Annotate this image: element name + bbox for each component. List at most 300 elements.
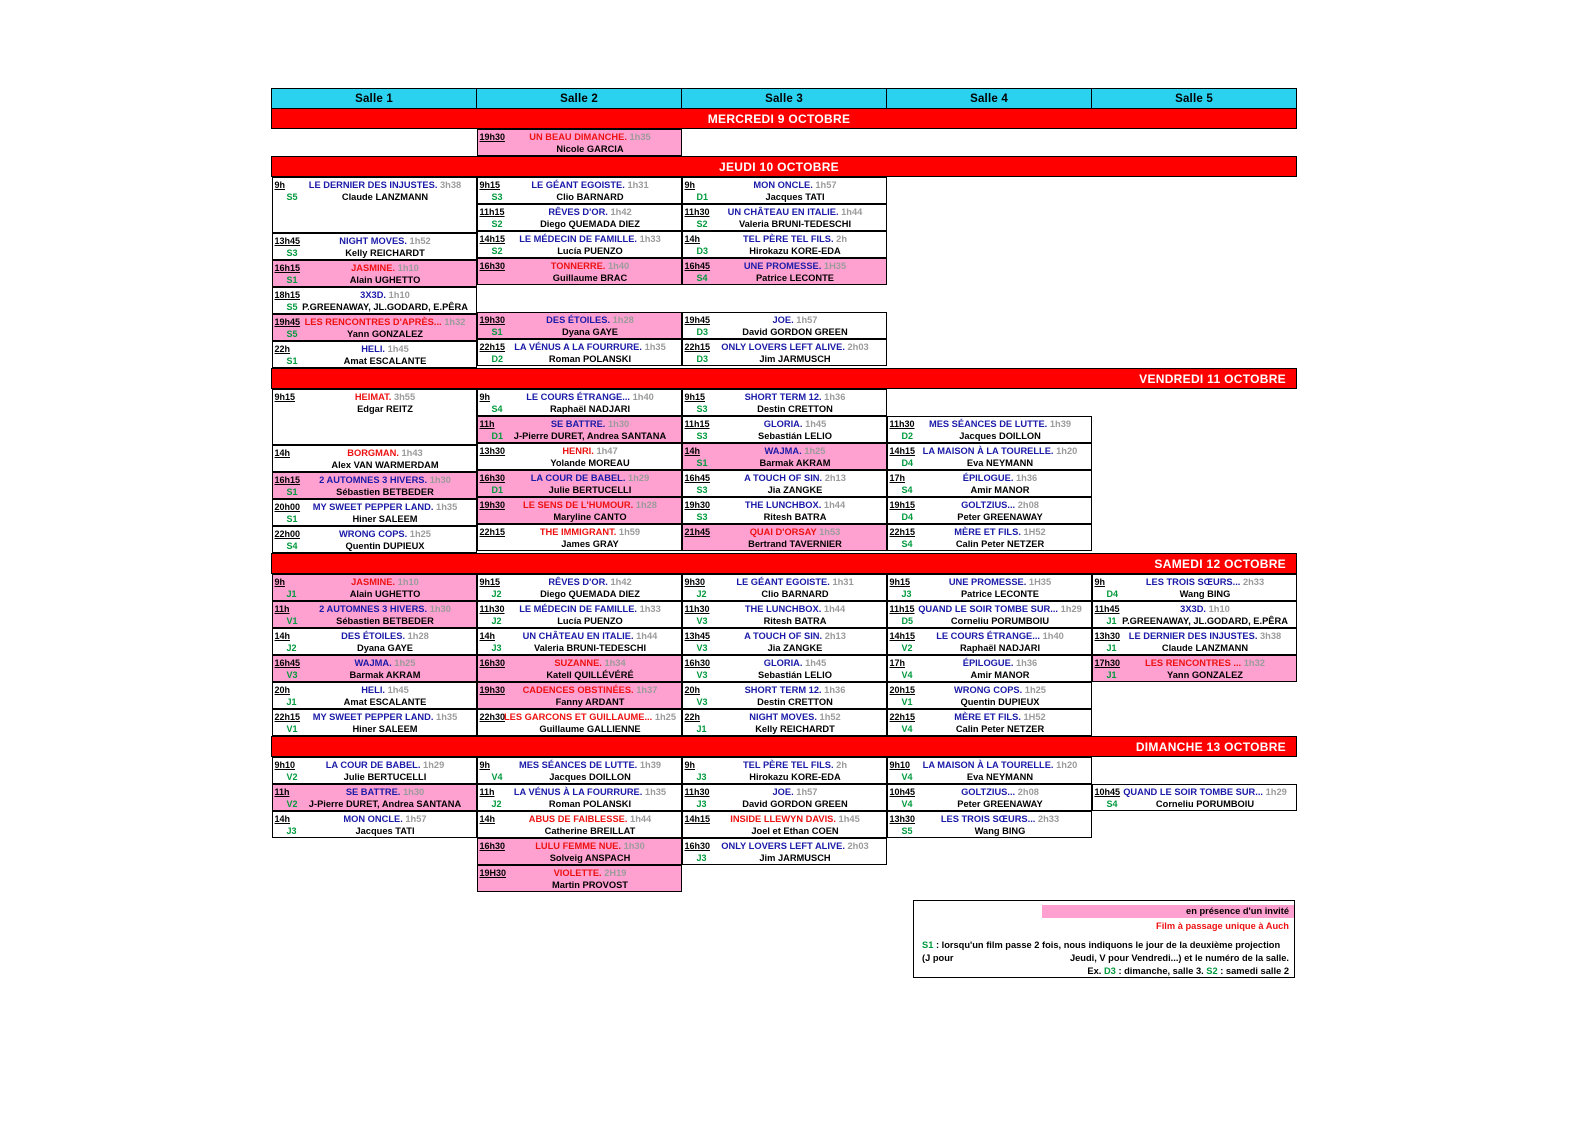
film-title-text: GOLTZIUS... (961, 500, 1016, 510)
screening-slot[interactable] (477, 470, 682, 497)
film-director: Kelly REICHARDT (755, 724, 835, 734)
film-director: Amir MANOR (970, 670, 1030, 680)
film-title (914, 526, 1087, 538)
film-duration: 1h45 (805, 658, 827, 668)
film-title (299, 576, 472, 588)
screening-slot[interactable] (272, 709, 477, 736)
film-director: Jim JARMUSCH (759, 354, 831, 364)
repeat-salle-code: J1 (1106, 670, 1117, 680)
repeat-salle-code: S2 (491, 246, 503, 256)
film-duration: 1h40 (607, 261, 630, 271)
film-duration: 1h35 (644, 787, 667, 797)
film-title (1119, 657, 1292, 669)
screening-time: 19h45 (684, 315, 711, 325)
screening-slot[interactable] (682, 682, 887, 709)
screening-slot[interactable] (477, 389, 682, 416)
film-title-text: LE COURS ÉTRANGE... (526, 392, 631, 402)
film-title-text: MES SÉANCES DE LUTTE. (928, 419, 1048, 429)
day-dimanche-salle-1-column (272, 757, 477, 893)
film-duration: 1h57 (405, 814, 427, 824)
column-header-salle-5: Salle 5 (1092, 89, 1297, 109)
repeat-salle-code: J3 (696, 799, 707, 809)
film-director: Sebastián LELIO (758, 670, 832, 680)
repeat-salle-code: S4 (696, 273, 708, 283)
repeat-salle-code: V4 (901, 724, 913, 734)
screening-time: 11h30 (684, 787, 710, 797)
film-title (504, 684, 677, 696)
film-duration: 1H35 (1028, 577, 1052, 587)
screening-time: 18h15 (274, 290, 301, 300)
day-dimanche-salle-4-column (887, 757, 1092, 893)
film-director: Yann GONZALEZ (1167, 670, 1243, 680)
screening-time: 14h (684, 446, 701, 456)
screening-time: 9h (1094, 577, 1106, 587)
screening-slot[interactable] (887, 682, 1092, 709)
film-title-text: DES ÉTOILES. (341, 631, 406, 641)
film-director: Barmak AKRAM (349, 670, 421, 680)
screening-time: 16h30 (479, 473, 506, 483)
repeat-salle-code: S4 (1106, 799, 1118, 809)
screening-slot[interactable] (887, 524, 1092, 551)
screening-time: 14h (479, 814, 496, 824)
screening-slot[interactable] (1092, 574, 1297, 601)
repeat-salle-code: S1 (286, 356, 298, 366)
film-director: Yann GONZALEZ (347, 329, 423, 339)
film-title (504, 499, 677, 511)
film-duration: 2h13 (824, 631, 846, 641)
screening-time: 9h (684, 760, 696, 770)
screening-slot[interactable] (682, 811, 887, 838)
film-duration: 1h45 (838, 814, 860, 824)
screening-slot[interactable] (272, 682, 477, 709)
film-title-text: THE LUNCHBOX. (744, 604, 822, 614)
repeat-salle-code: J3 (286, 826, 297, 836)
film-title (504, 131, 677, 143)
film-title-text: CADENCES OBSTINÉES. (522, 685, 634, 695)
screening-slot[interactable] (682, 416, 887, 443)
repeat-salle-code: S3 (696, 404, 708, 414)
empty-slot (477, 285, 682, 312)
screening-time: 19h45 (274, 317, 301, 327)
film-director: Dyana GAYE (357, 643, 413, 653)
screening-slot[interactable] (477, 628, 682, 655)
film-director: David GORDON GREEN (742, 327, 848, 337)
screening-slot[interactable] (477, 339, 682, 366)
film-director: Amat ESCALANTE (343, 356, 427, 366)
film-duration: 1h25 (804, 446, 826, 456)
repeat-salle-code: V2 (286, 772, 298, 782)
film-duration: 3h55 (393, 392, 416, 402)
screening-slot[interactable] (887, 574, 1092, 601)
day-vendredi-salle-1-column (272, 389, 477, 554)
film-duration: 1h35 (436, 712, 458, 722)
repeat-salle-code: J1 (1106, 616, 1117, 626)
column-header-salle-2: Salle 2 (477, 89, 682, 109)
legend-box (913, 900, 1295, 978)
film-director: Jacques DOILLON (959, 431, 1041, 441)
screening-slot[interactable] (887, 416, 1092, 443)
screening-time: 14h (274, 448, 291, 458)
screening-time: 13h30 (1094, 631, 1121, 641)
table-header (272, 89, 1297, 109)
film-title-text: VIOLETTE. (553, 868, 602, 878)
film-duration: 1H52 (1023, 527, 1046, 537)
screening-slot[interactable] (272, 445, 477, 472)
film-duration: 1h45 (387, 685, 409, 695)
day-content-row-mercredi (272, 129, 1297, 157)
film-title-text: JASMINE. (351, 577, 396, 587)
film-title-text: 2 AUTOMNES 3 HIVERS. (319, 475, 428, 485)
screening-slot[interactable] (887, 655, 1092, 682)
screening-slot[interactable] (887, 601, 1092, 628)
day-banner-row-mercredi (272, 109, 1297, 129)
screening-slot[interactable] (682, 389, 887, 416)
film-duration: 2h03 (847, 342, 869, 352)
screening-time: 16h30 (684, 841, 711, 851)
screening-time: 9h (479, 392, 491, 402)
screening-slot[interactable] (272, 314, 477, 341)
film-title-text: ONLY LOVERS LEFT ALIVE. (721, 342, 845, 352)
repeat-salle-code: S1 (696, 458, 708, 468)
screening-slot[interactable] (272, 784, 477, 811)
screening-slot[interactable] (272, 341, 477, 368)
film-title (709, 630, 882, 642)
film-director: Corneliu PORUMBOIU (1155, 799, 1255, 809)
screening-slot[interactable] (887, 628, 1092, 655)
film-title-text: LE MÉDECIN DE FAMILLE. (519, 604, 637, 614)
screening-slot[interactable] (887, 757, 1092, 784)
screening-time: 20h (274, 685, 291, 695)
screening-time: 16h15 (274, 475, 301, 485)
film-title (1119, 576, 1292, 588)
repeat-salle-code: S3 (286, 248, 298, 258)
repeat-salle-code: S2 (491, 219, 503, 229)
screening-slot[interactable] (272, 389, 477, 445)
repeat-salle-code: D2 (491, 354, 504, 364)
repeat-salle-code: V3 (696, 616, 708, 626)
screening-slot[interactable] (477, 838, 682, 865)
screening-slot[interactable] (887, 470, 1092, 497)
repeat-salle-code: V4 (901, 799, 913, 809)
screening-slot[interactable] (887, 784, 1092, 811)
film-duration: 1h43 (401, 448, 423, 458)
screening-slot[interactable] (1092, 655, 1297, 682)
film-director: Raphaël NADJARI (549, 404, 631, 414)
repeat-salle-code: J2 (491, 616, 502, 626)
screening-slot[interactable] (682, 443, 887, 470)
film-title-text: LA COUR DE BABEL. (325, 760, 421, 770)
screening-slot[interactable] (477, 177, 682, 204)
film-title (914, 418, 1087, 430)
film-title-text: ÉPILOGUE. (962, 473, 1014, 483)
screening-slot[interactable] (477, 865, 682, 892)
screening-time: 19h30 (479, 132, 506, 142)
film-director: Amat ESCALANTE (343, 697, 427, 707)
legend-line-3-suffix: : samedi salle 2 (1217, 966, 1289, 976)
film-director: Dyana GAYE (562, 327, 618, 337)
screening-time: 14h15 (684, 814, 711, 824)
film-director: Jia ZANGKE (767, 485, 823, 495)
screening-slot[interactable] (477, 416, 682, 443)
film-director: James GRAY (561, 539, 619, 549)
screening-slot[interactable] (272, 499, 477, 526)
screening-slot[interactable] (682, 497, 887, 524)
film-duration: 1h33 (639, 604, 661, 614)
film-duration: 1h57 (796, 787, 818, 797)
screening-slot[interactable] (272, 526, 477, 553)
screening-time: 11h (274, 604, 290, 614)
film-title (504, 418, 677, 430)
screening-time: 11h (479, 419, 495, 429)
film-title-text: LA MAISON À LA TOURELLE. (922, 446, 1054, 456)
column-header-salle-3: Salle 3 (682, 89, 887, 109)
empty-slot (682, 285, 887, 312)
film-title (914, 711, 1087, 723)
screening-slot[interactable] (477, 655, 682, 682)
film-title (504, 657, 677, 669)
film-title (504, 603, 677, 615)
film-duration: 2h08 (1017, 500, 1039, 510)
screening-slot[interactable] (477, 312, 682, 339)
screening-slot[interactable] (682, 524, 887, 551)
film-title-text: GLORIA. (763, 658, 803, 668)
film-director: Quentin DUPIEUX (345, 541, 425, 551)
film-title-text: WAJMA. (764, 446, 802, 456)
screening-time: 19h15 (889, 500, 916, 510)
film-title (504, 472, 677, 484)
film-duration: 1h53 (819, 527, 841, 537)
screening-slot[interactable] (682, 601, 887, 628)
film-title (914, 759, 1087, 771)
screening-slot[interactable] (682, 655, 887, 682)
day-samedi-salle-5-column (1092, 574, 1297, 737)
screening-slot[interactable] (477, 811, 682, 838)
screening-slot[interactable] (682, 784, 887, 811)
day-content-row-dimanche (272, 757, 1297, 893)
film-title (709, 260, 882, 272)
film-duration: 1h42 (610, 577, 632, 587)
film-director: Jim JARMUSCH (759, 853, 831, 863)
film-director: Martin PROVOST (552, 880, 628, 890)
film-title-text: LE DERNIER DES INJUSTES. (308, 180, 438, 190)
screening-time: 20h (684, 685, 701, 695)
screening-slot[interactable] (887, 497, 1092, 524)
film-title-text: HEIMAT. (354, 392, 392, 402)
screening-slot[interactable] (887, 443, 1092, 470)
film-director: Jacques TATI (765, 192, 825, 202)
screening-slot[interactable] (682, 709, 887, 736)
film-director: Sebastián LELIO (758, 431, 832, 441)
film-director: Patrice LECONTE (960, 589, 1039, 599)
screening-time: 19h30 (684, 500, 711, 510)
film-title (1119, 603, 1292, 615)
film-title (504, 391, 677, 403)
screening-slot[interactable] (477, 258, 682, 285)
film-title-text: HELI. (361, 344, 385, 354)
film-director: J-Pierre DURET, Andrea SANTANA (513, 431, 667, 441)
screening-slot[interactable] (477, 757, 682, 784)
screening-slot[interactable] (477, 682, 682, 709)
film-title-text: NIGHT MOVES. (339, 236, 407, 246)
film-duration: 1h36 (1016, 473, 1038, 483)
repeat-salle-code: D1 (491, 431, 504, 441)
day-jeudi-salle-2-column (477, 177, 682, 369)
film-duration: 2h08 (1017, 787, 1039, 797)
film-duration: 1h36 (824, 685, 846, 695)
film-title-text: LULU FEMME NUE. (535, 841, 621, 851)
film-duration: 1h36 (1016, 658, 1038, 668)
legend-code-s1: S1 (922, 940, 934, 950)
screening-time: 9h (684, 180, 696, 190)
film-director: Sébastien BETBEDER (336, 487, 434, 497)
repeat-salle-code: D1 (696, 192, 709, 202)
film-director: Calin Peter NETZER (955, 539, 1045, 549)
film-director: Jia ZANGKE (767, 643, 823, 653)
film-director: Clio BARNARD (761, 589, 829, 599)
schedule-table (271, 88, 1297, 892)
screening-slot[interactable] (682, 339, 887, 366)
screening-slot[interactable] (477, 574, 682, 601)
film-duration: 1h20 (1056, 446, 1078, 456)
screening-time: 11h15 (479, 207, 505, 217)
screening-time: 21h45 (684, 527, 711, 537)
film-title (299, 528, 472, 540)
film-title (914, 684, 1087, 696)
empty-slot (272, 129, 477, 156)
repeat-salle-code: S5 (286, 192, 298, 202)
day-content-row-samedi (272, 574, 1297, 737)
film-duration: 1h29 (423, 760, 445, 770)
screening-time: 16h45 (274, 658, 301, 668)
film-duration: 2h03 (847, 841, 869, 851)
film-duration: 1h25 (654, 712, 677, 722)
screening-time: 16h15 (274, 263, 301, 273)
repeat-salle-code: D4 (901, 512, 914, 522)
legend-invited-note: en présence d'un invité (1042, 905, 1294, 918)
film-title-text: LE MÉDECIN DE FAMILLE. (519, 234, 637, 244)
film-title (299, 447, 472, 459)
repeat-salle-code: V4 (491, 772, 503, 782)
screening-time: 16h45 (684, 473, 711, 483)
legend-line-3-mid: : dimanche, salle 3. (1115, 966, 1207, 976)
screening-slot[interactable] (477, 524, 682, 551)
screening-slot[interactable] (682, 177, 887, 204)
screening-time: 22h30 (479, 712, 506, 722)
film-duration: 1h28 (635, 500, 657, 510)
schedule-body (272, 109, 1297, 893)
film-duration: 1h30 (607, 419, 630, 429)
day-banner-vendredi: VENDREDI 11 OCTOBRE (272, 369, 1297, 389)
legend-code-s2: S2 (1206, 966, 1218, 976)
screening-slot[interactable] (682, 628, 887, 655)
film-duration: 1h29 (1060, 604, 1082, 614)
film-director: Destin CRETTON (757, 404, 833, 414)
screening-slot[interactable] (477, 601, 682, 628)
repeat-salle-code: V3 (286, 670, 298, 680)
film-title (299, 603, 472, 615)
film-title-text: MY SWEET PEPPER LAND. (312, 712, 434, 722)
screening-slot[interactable] (272, 601, 477, 628)
screening-slot[interactable] (272, 177, 477, 233)
film-director: Valeria BRUNI-TEDESCHI (738, 219, 852, 229)
film-title-text: SE BATTRE. (550, 419, 606, 429)
film-title (504, 867, 677, 879)
screening-slot[interactable] (272, 574, 477, 601)
screening-slot[interactable] (682, 838, 887, 865)
day-banner-row-dimanche (272, 737, 1297, 757)
screening-slot[interactable] (682, 231, 887, 258)
repeat-salle-code: S2 (696, 219, 708, 229)
film-title (504, 206, 677, 218)
film-title (914, 603, 1087, 615)
screening-slot[interactable] (272, 260, 477, 287)
legend-line-3-prefix: Ex. (1087, 966, 1104, 976)
screening-slot[interactable] (272, 233, 477, 260)
screening-slot[interactable] (477, 497, 682, 524)
day-vendredi-salle-2-column (477, 389, 682, 554)
screening-slot[interactable] (682, 312, 887, 339)
film-director: Calin Peter NETZER (955, 724, 1045, 734)
day-vendredi-salle-3-column (682, 389, 887, 554)
screening-time: 11h30 (684, 207, 710, 217)
screening-slot[interactable] (1092, 628, 1297, 655)
film-title (504, 576, 677, 588)
film-director: Jacques DOILLON (549, 772, 631, 782)
film-director: Guillaume BRAC (552, 273, 628, 283)
screening-slot[interactable] (272, 472, 477, 499)
film-title-text: BORGMAN. (347, 448, 399, 458)
screening-slot[interactable] (682, 574, 887, 601)
screening-slot[interactable] (272, 757, 477, 784)
screening-slot[interactable] (477, 784, 682, 811)
day-mercredi-salle-4-column (887, 129, 1092, 157)
screening-slot[interactable] (272, 287, 477, 314)
day-samedi-salle-4-column (887, 574, 1092, 737)
screening-slot[interactable] (477, 443, 682, 470)
screening-slot[interactable] (887, 709, 1092, 736)
film-title-text: THE IMMIGRANT. (539, 527, 617, 537)
screening-slot[interactable] (477, 129, 682, 156)
day-samedi-salle-2-column (477, 574, 682, 737)
screening-slot[interactable] (682, 757, 887, 784)
screening-time: 13h30 (889, 814, 916, 824)
screening-slot[interactable] (682, 470, 887, 497)
screening-slot[interactable] (272, 628, 477, 655)
screening-time: 14h (274, 631, 291, 641)
film-title-text: LE GÉANT EGOISTE. (531, 180, 625, 190)
screening-slot[interactable] (272, 811, 477, 838)
screening-slot[interactable] (682, 258, 887, 285)
screening-time: 19h30 (479, 315, 506, 325)
film-director: Bertrand TAVERNIER (748, 539, 842, 549)
repeat-salle-code: D3 (696, 354, 709, 364)
film-title (914, 576, 1087, 588)
screening-slot[interactable] (477, 204, 682, 231)
screening-slot[interactable] (682, 204, 887, 231)
film-title-text: UNE PROMESSE. (948, 577, 1027, 587)
film-duration: 1h29 (1265, 787, 1287, 797)
film-title (504, 179, 677, 191)
film-title-text: TONNERRE. (550, 261, 606, 271)
screening-slot[interactable] (887, 811, 1092, 838)
film-title-text: WRONG COPS. (954, 685, 1023, 695)
screening-slot[interactable] (477, 231, 682, 258)
screening-slot[interactable] (272, 655, 477, 682)
repeat-salle-code: V1 (286, 724, 298, 734)
screening-slot[interactable] (1092, 601, 1297, 628)
screening-slot[interactable] (477, 709, 682, 736)
screening-slot[interactable] (1092, 784, 1297, 811)
